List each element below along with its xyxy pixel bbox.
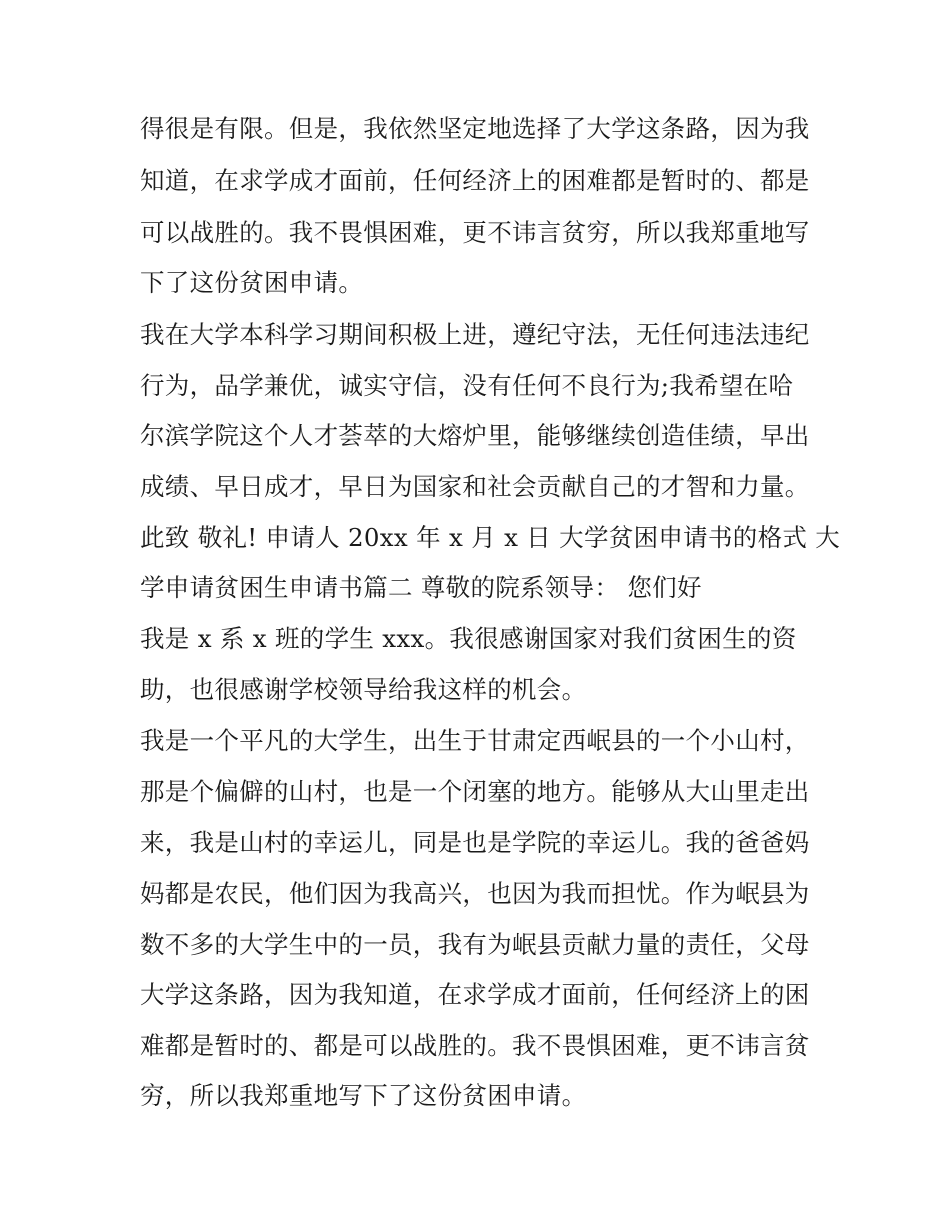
text-line: 学申请贫困生申请书篇二 尊敬的院系领导： 您们好: [140, 573, 702, 602]
text-line: 助，也很感谢学校领导给我这样的机会。: [140, 675, 587, 704]
text-line: 知道，在求学成才面前，任何经济上的困难都是暂时的、都是: [140, 166, 810, 195]
text-line: 可以战胜的。我不畏惧困难，更不讳言贫穷，所以我郑重地写: [140, 218, 810, 247]
text-line: 我是一个平凡的大学生，出生于甘肃定西岷县的一个小山村，: [140, 726, 810, 755]
text-line: 我在大学本科学习期间积极上进，遵纪守法，无任何违法违纪: [140, 320, 810, 349]
text-line: 大学这条路，因为我知道，在求学成才面前，任何经济上的困: [140, 980, 810, 1009]
text-line: 得很是有限。但是，我依然坚定地选择了大学这条路，因为我: [140, 114, 810, 143]
text-line: 来，我是山村的幸运儿，同是也是学院的幸运儿。我的爸爸妈: [140, 828, 810, 857]
text-line: 成绩、早日成才，早日为国家和社会贡献自己的才智和力量。: [140, 472, 810, 501]
text-line: 难都是暂时的、都是可以战胜的。我不畏惧困难，更不讳言贫: [140, 1031, 810, 1060]
text-line: 我是 x 系 x 班的学生 xxx。我很感谢国家对我们贫困生的资: [140, 624, 797, 653]
text-line: 下了这份贫困申请。: [140, 268, 364, 297]
text-line: 尔滨学院这个人才荟萃的大熔炉里，能够继续创造佳绩，早出: [140, 421, 810, 450]
text-line: 妈都是农民，他们因为我高兴，也因为我而担忧。作为岷县为: [140, 879, 810, 908]
text-line: 穷，所以我郑重地写下了这份贫困申请。: [140, 1081, 587, 1110]
text-line: 数不多的大学生中的一员，我有为岷县贡献力量的责任，父母: [140, 930, 810, 959]
text-line: 行为，品学兼优，诚实守信，没有任何不良行为;我希望在哈: [140, 371, 794, 400]
text-line: 那是个偏僻的山村，也是一个闭塞的地方。能够从大山里走出: [140, 777, 810, 806]
text-line: 此致 敬礼! 申请人 20xx 年 x 月 x 日 大学贫困申请书的格式 大: [140, 523, 841, 552]
